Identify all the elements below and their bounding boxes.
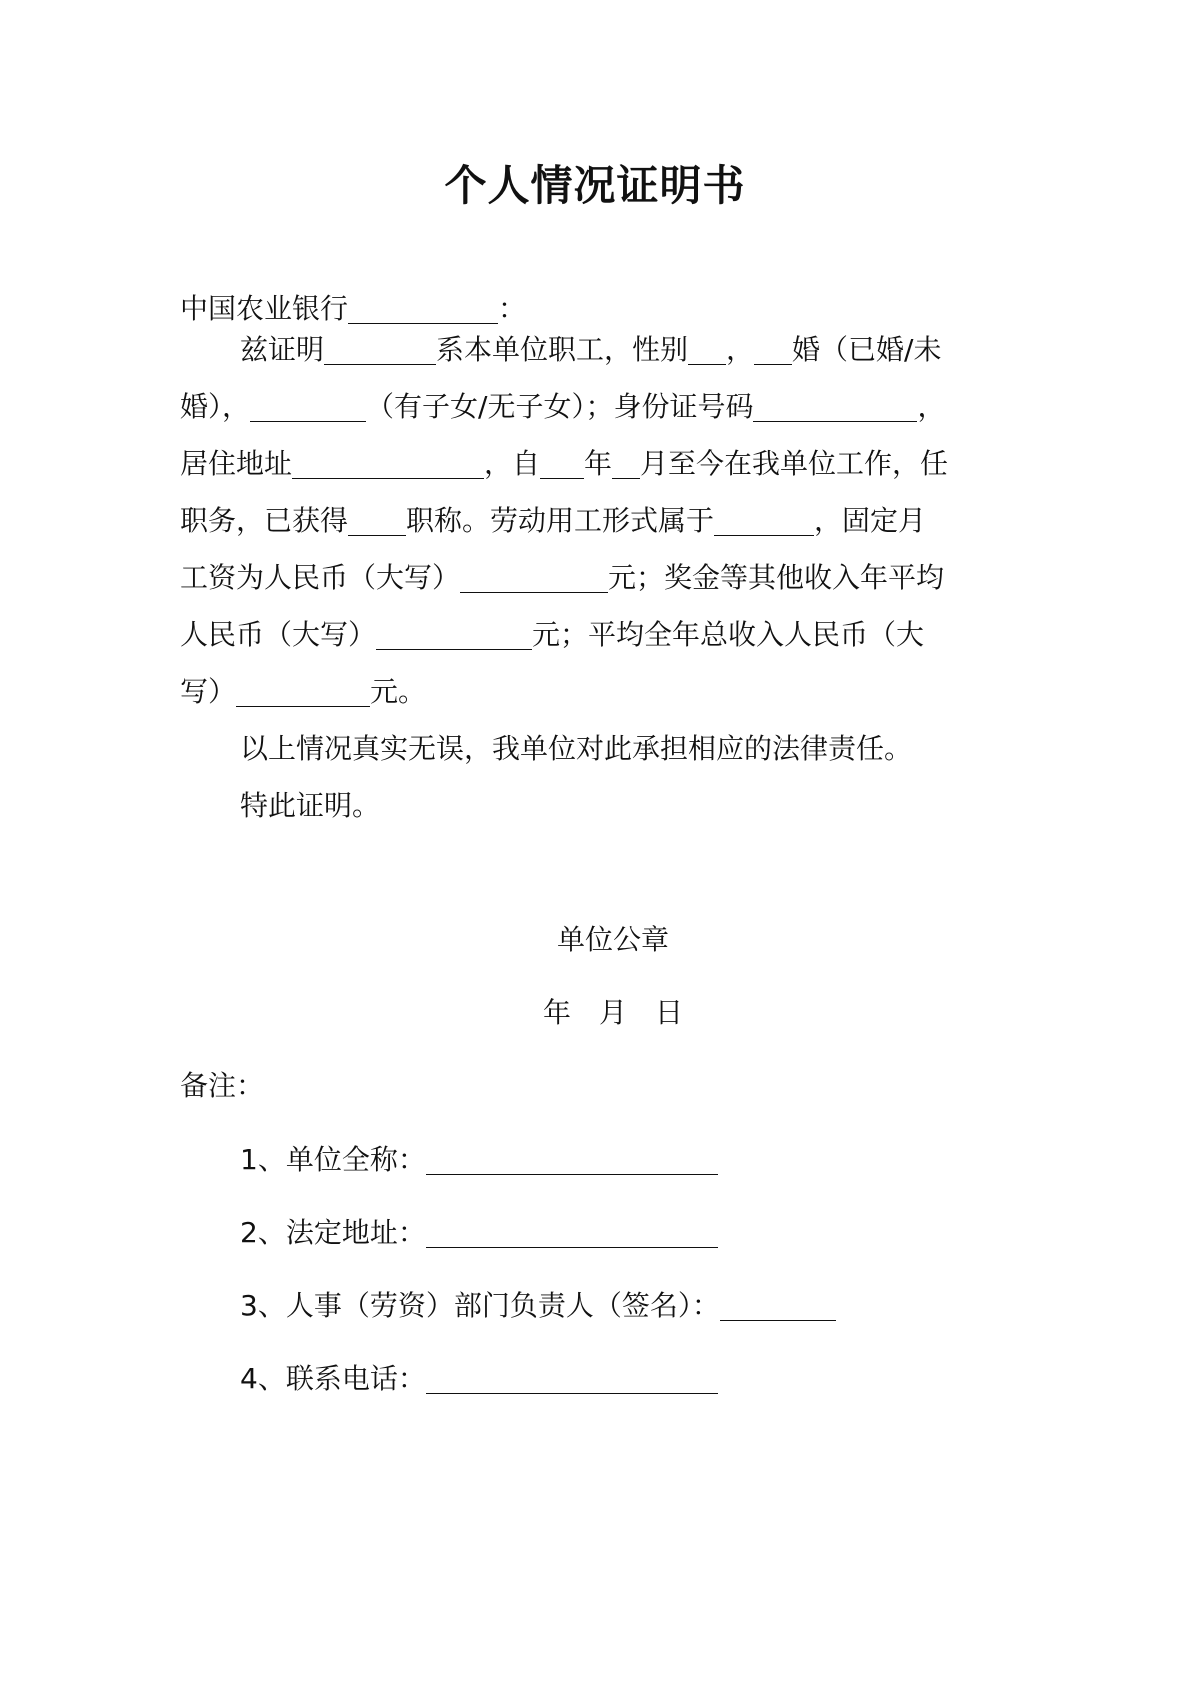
note-label-address: 2、法定地址：: [240, 1216, 426, 1249]
seal-date: [0, 993, 1190, 1033]
text-comma-2: ，: [917, 390, 946, 423]
phone-blank[interactable]: [426, 1363, 718, 1394]
date-year: 年: [542, 996, 571, 1029]
body-line-3: [180, 444, 1040, 484]
text-employment-form: 职称。劳动用工形式属于: [406, 504, 715, 537]
body-line-1: [240, 330, 1100, 370]
bonus-blank[interactable]: [376, 619, 532, 650]
hr-signature-blank[interactable]: [720, 1290, 836, 1321]
bank-name: 中国农业银行: [180, 292, 349, 325]
body-line-4: [180, 501, 1040, 541]
legal-address-blank[interactable]: [426, 1217, 718, 1248]
note-item-4: [240, 1359, 1100, 1399]
body-line-7: [180, 672, 1040, 712]
body-line-2: [180, 387, 1040, 427]
gender-blank[interactable]: [688, 334, 726, 365]
body-line-9: 特此证明。: [240, 789, 381, 822]
children-blank[interactable]: [250, 391, 366, 422]
note-item-2: [240, 1213, 1100, 1253]
address-blank[interactable]: [292, 448, 484, 479]
text-year: 年: [584, 447, 613, 480]
salutation-colon: ：: [498, 292, 527, 325]
company-name-blank[interactable]: [426, 1144, 718, 1175]
employee-name-blank[interactable]: [324, 334, 436, 365]
text-comma: ，: [726, 333, 755, 366]
text-marital: 婚（已婚/未: [792, 333, 942, 366]
text-position: 职务，已获得: [180, 504, 349, 537]
text-bonus-amount: 人民币（大写）: [180, 618, 377, 651]
note-label-company: 1、单位全称：: [240, 1143, 426, 1176]
text-id-number: （有子女/无子女）；身份证号码: [366, 390, 754, 423]
id-number-blank[interactable]: [753, 391, 917, 422]
start-month-blank[interactable]: [612, 448, 640, 479]
title-blank[interactable]: [348, 505, 406, 536]
text-marital-end: 婚），: [180, 390, 251, 423]
notes-heading: 备注：: [180, 1069, 265, 1102]
text-total-amount: 写）: [180, 675, 237, 708]
total-income-blank[interactable]: [236, 676, 370, 707]
employment-form-blank[interactable]: [714, 505, 814, 536]
marital-blank[interactable]: [754, 334, 792, 365]
body-line-5: [180, 558, 1040, 598]
text-working: 月至今在我单位工作，任: [640, 447, 949, 480]
date-day: 日: [655, 996, 684, 1029]
text-certify: 兹证明: [240, 333, 325, 366]
text-yuan: 元。: [370, 675, 427, 708]
salary-blank[interactable]: [460, 562, 608, 593]
text-salary: 工资为人民币（大写）: [180, 561, 461, 594]
note-item-1: [240, 1140, 1100, 1180]
text-since: ，自: [484, 447, 541, 480]
text-address: 居住地址: [180, 447, 293, 480]
body-line-6: [180, 615, 1040, 655]
text-gender: 系本单位职工，性别: [436, 333, 689, 366]
salutation: [180, 289, 1040, 329]
text-fixed-monthly: ，固定月: [814, 504, 927, 537]
branch-blank[interactable]: [348, 293, 498, 324]
note-label-phone: 4、联系电话：: [240, 1362, 426, 1395]
seal-label: 单位公章: [556, 923, 669, 956]
document-title: 个人情况证明书: [444, 161, 746, 210]
text-bonus: 元；奖金等其他收入年平均: [608, 561, 945, 594]
date-month: 月: [598, 996, 627, 1029]
body-line-8: 以上情况真实无误，我单位对此承担相应的法律责任。: [240, 732, 913, 765]
note-item-3: [240, 1286, 1100, 1326]
note-label-hr: 3、人事（劳资）部门负责人（签名）：: [240, 1289, 720, 1322]
text-total-income: 元；平均全年总收入人民币（大: [532, 618, 925, 651]
start-year-blank[interactable]: [540, 448, 584, 479]
